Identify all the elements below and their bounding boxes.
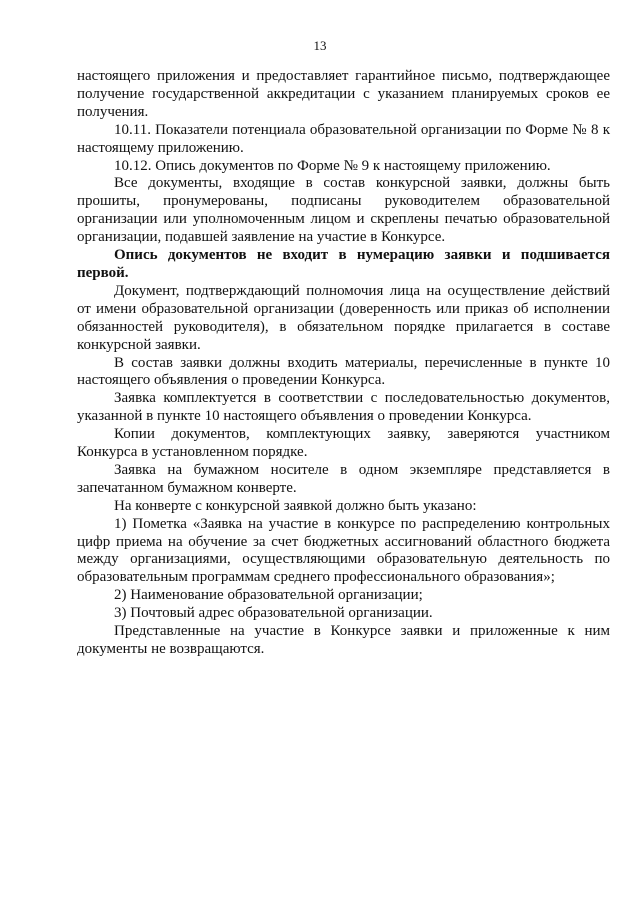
paragraph-item-10-11: 10.11. Показатели потенциала образовательной организации по Форме № 8 к настоящему приложению. bbox=[77, 121, 610, 156]
paragraph-application-materials: В состав заявки должны входить материалы, перечисленные в пункте 10 настоящего объявления о проведении Конкурса. bbox=[77, 354, 610, 389]
paragraph-inventory-note: Опись документов не входит в нумерацию заявки и подшивается первой. bbox=[77, 247, 610, 281]
paragraph-authority-document: Документ, подтверждающий полномочия лица на осуществление действий от имени образовательной организации (доверенность или приказ об исполнении обязанностей руководителя), в обязательном порядке прилагается в составе конкурсной заявки. bbox=[77, 282, 610, 353]
paragraph-copies-certification: Копии документов, комплектующих заявку, заверяются участником Конкурса в установленном порядке. bbox=[77, 426, 610, 461]
paragraph-envelope-heading: На конверте с конкурсной заявкой должно быть указано: bbox=[114, 497, 477, 514]
paragraph-envelope-item-2: 2) Наименование образовательной организации; bbox=[114, 587, 423, 604]
paragraph-continuation: настоящего приложения и предоставляет гарантийное письмо, подтверждающее получение государственной аккредитации с указанием планируемых сроков ее получения. bbox=[77, 68, 610, 120]
paragraph-paper-envelope: Заявка на бумажном носителе в одном экземпляре представляется в запечатанном бумажном конверте. bbox=[77, 461, 610, 496]
paragraph-item-10-12: 10.12. Опись документов по Форме № 9 к настоящему приложению. bbox=[114, 157, 551, 174]
paragraph-not-returned: Представленные на участие в Конкурсе заявки и приложенные к ним документы не возвращаются. bbox=[77, 623, 610, 657]
paragraph-envelope-item-3: 3) Почтовый адрес образовательной организации. bbox=[114, 605, 433, 622]
document-body bbox=[77, 68, 610, 659]
paragraph-envelope-item-1: 1) Пометка «Заявка на участие в конкурсе по распределению контрольных цифр приема на обучение за счет бюджетных ассигнований областного бюджета между организациями, осуществляющими образовательную деятельность по образовательным программам среднего профессионального образования»; bbox=[77, 515, 610, 586]
page-number: 13 bbox=[313, 38, 327, 53]
paragraph-documents-binding: Все документы, входящие в состав конкурсной заявки, должны быть прошиты, пронумерованы, подписаны руководителем образовательной организации или уполномоченным лицом и скреплены печатью образовательной организации, подавшей заявление на участие в Конкурсе. bbox=[77, 175, 610, 246]
paragraph-application-order: Заявка комплектуется в соответствии с последовательностью документов, указанной в пункте 10 настоящего объявления о проведении Конкурса. bbox=[77, 390, 610, 425]
